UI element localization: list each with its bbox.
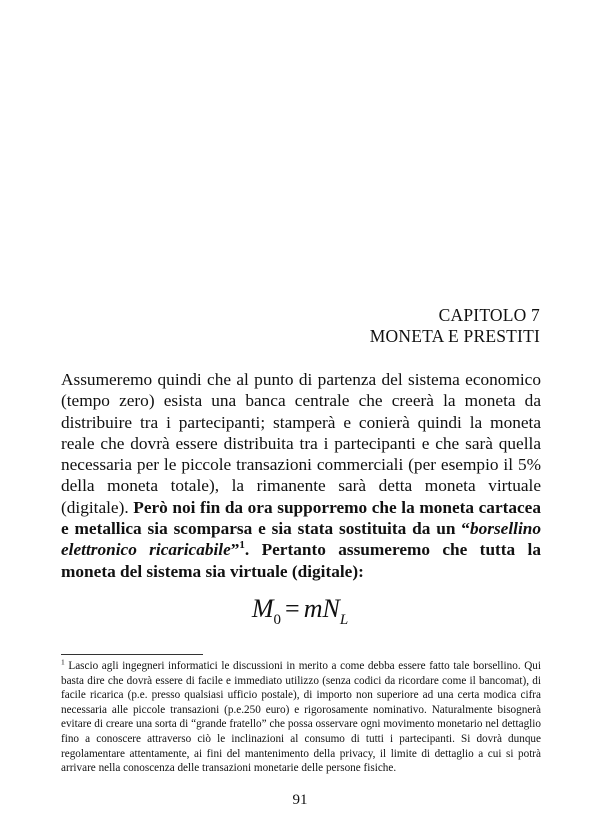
footnote-text: Lascio agli ingegneri informatici le discussioni in merito a come debba essere fatto tale borsellino. Qui basta dire che dovrà essere di facile e immediato utilizzo (senza codici da ricordare come il bancomat), di facile ricarica (p.e. presso qualsiasi ufficio postale), di importo non superiore ad una certa modica cifra necessaria alle piccole transazioni (p.e.250 euro) e rigorosamente nominativo. Naturalmente bisognerà evitare di creare una sorta di “grande fratello” che possa osservare ogni movimento monetario nel dettaglio fino a conoscere attraverso ciò le inclinazioni al consumo di tutti i partecipanti. Si dovrà dunque regolamentare attentamente, ai fini del mantenimento della privacy, il limite di dettaglio a cui si potrà arrivare nella conoscenza delle transazioni monetarie delle persone fisiche.	[61, 660, 542, 775]
footnote	[61, 659, 541, 776]
footnote-divider	[61, 654, 203, 655]
page-number: 91	[292, 792, 308, 808]
formula	[0, 594, 600, 628]
body-text-bold-1: Però noi fin da ora supporremo che la moneta cartacea e metallica sia scomparsa e sia stata sostituita da un “	[61, 497, 541, 539]
formula-lhs-subscript: 0	[273, 612, 282, 628]
body-text-normal: Assumeremo quindi che al punto di partenza del sistema economico (tempo zero) esista una banca centrale che creerà la moneta da distribuire tra i partecipanti; stamperà e conierà quindi la moneta reale che dovrà essere distribuita tra i partecipanti e che sarà quella necessaria per le piccole transazioni commerciali (per esempio il 5% della moneta totale), la rimanente sarà detta moneta virtuale (digitale).	[61, 370, 541, 517]
formula-lhs: M	[251, 594, 274, 623]
formula-rhs: mN	[303, 594, 340, 623]
chapter-heading	[370, 305, 540, 347]
chapter-number: CAPITOLO 7	[438, 305, 540, 325]
body-paragraph	[61, 369, 541, 582]
formula-equals: =	[285, 594, 300, 623]
body-text-bold-italic: borsellino elettronico ricaricabile	[61, 519, 541, 560]
body-text-bold-2: ”	[230, 540, 240, 560]
footnote-reference: 1	[239, 539, 245, 552]
formula-rhs-subscript: L	[339, 612, 349, 628]
chapter-title: MONETA E PRESTITI	[369, 326, 540, 346]
footnote-number: 1	[61, 657, 65, 667]
body-text-bold-3: . Pertanto assumeremo che tutta la moneta del sistema sia virtuale (digitale):	[61, 540, 541, 581]
